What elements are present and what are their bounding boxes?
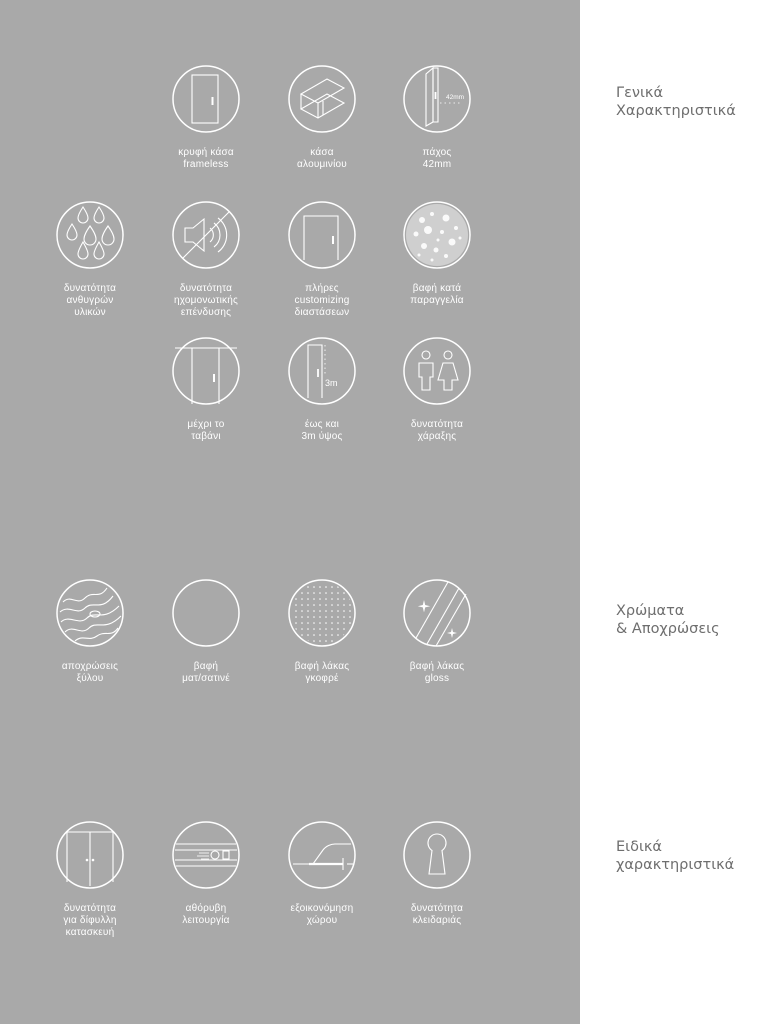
caption: μέχρι το ταβάνι <box>187 419 225 442</box>
caption: δυνατότητα ανθυγρών υλικών <box>63 283 117 318</box>
textured-paint-icon <box>402 200 472 270</box>
hidden-frame-door-icon <box>171 64 241 134</box>
caption: δυνατότητα ηχομονωτικής επένδυσης <box>173 283 239 318</box>
caption: κάσα αλουμινίου <box>297 147 347 170</box>
wood-grain-icon <box>55 578 125 648</box>
caption: κρυφή κάσα frameless <box>178 147 234 170</box>
caption: πλήρες customizing διαστάσεων <box>294 283 350 318</box>
height-mark: 3m <box>325 378 338 388</box>
section-title-general: Γενικά Χαρακτηριστικά <box>616 85 736 119</box>
feature-custom-paint <box>382 200 492 307</box>
keyhole-icon <box>402 820 472 890</box>
feature-double-leaf <box>35 820 145 939</box>
feature-custom-size <box>267 200 377 319</box>
feature-matt-paint <box>151 578 261 685</box>
feature-space-saving <box>267 820 377 927</box>
dotted-texture-icon <box>287 578 357 648</box>
caption: βαφή ματ/σατινέ <box>182 661 230 684</box>
feature-engraving <box>382 336 492 443</box>
feature-lock <box>382 820 492 927</box>
aluminium-profile-icon <box>287 64 357 134</box>
feature-aluminium-frame <box>267 64 377 171</box>
thickness-mark: 42mm <box>446 94 465 101</box>
feature-silent <box>151 820 261 927</box>
feature-hidden-frame <box>151 64 261 171</box>
caption: δυνατότητα για δίφυλλη κατασκευή <box>63 903 117 938</box>
speaker-mute-icon <box>171 200 241 270</box>
feature-soundproof <box>151 200 261 319</box>
gloss-sparkle-icon <box>402 578 472 648</box>
caption: έως και 3m ύψος <box>301 419 343 442</box>
feature-moisture <box>35 200 145 319</box>
caption: πάχος 42mm <box>422 147 452 170</box>
section-title-colors: Χρώματα & Αποχρώσεις <box>616 603 720 637</box>
caption: δυνατότητα κλειδαριάς <box>410 903 464 926</box>
feature-gloss-paint <box>382 578 492 685</box>
feature-thickness <box>382 64 492 171</box>
matt-circle-icon <box>171 578 241 648</box>
section-title-special: Ειδικά χαρακτηριστικά <box>616 839 735 873</box>
door-thickness-icon <box>402 64 472 134</box>
door-height-icon <box>287 336 357 406</box>
custom-door-icon <box>287 200 357 270</box>
caption: αθόρυβη λειτουργία <box>182 903 230 926</box>
caption: βαφή λάκας γκοφρέ <box>294 661 350 684</box>
caption: βαφή κατά παραγγελία <box>410 283 464 306</box>
caption: εξοικονόμηση χώρου <box>290 903 354 926</box>
feature-height <box>267 336 377 443</box>
restroom-sign-icon <box>402 336 472 406</box>
water-drops-icon <box>55 200 125 270</box>
space-saving-icon <box>287 820 357 890</box>
feature-wood-tones <box>35 578 145 685</box>
caption: βαφή λάκας gloss <box>409 661 465 684</box>
double-door-icon <box>55 820 125 890</box>
caption: αποχρώσεις ξύλου <box>61 661 119 684</box>
feature-to-ceiling <box>151 336 261 443</box>
sliding-track-icon <box>171 820 241 890</box>
feature-gofre-paint <box>267 578 377 685</box>
caption: δυνατότητα χάραξης <box>410 419 464 442</box>
ceiling-door-icon <box>171 336 241 406</box>
